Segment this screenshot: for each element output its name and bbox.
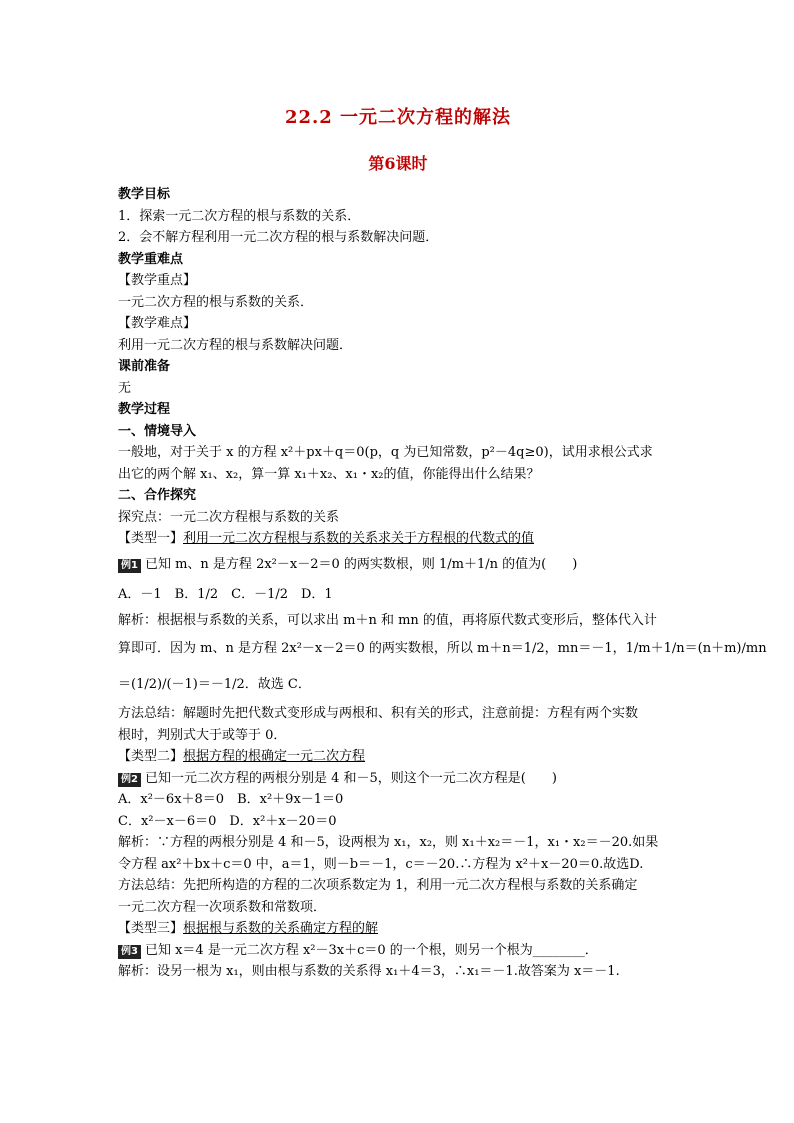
example1-analysis-1: 解析：根据根与系数的关系，可以求出 m＋n 和 mn 的值，再将原代数式变形后，整体代入计 [118,612,657,628]
type2-row [118,746,678,768]
explore-point: 探究点：一元二次方程根与系数的关系 [118,509,340,525]
key-points-heading: 教学重难点 [118,251,184,267]
intro-line-1: 一般地，对于关于 x 的方程 x²＋px＋q＝0(p，q 为已知常数，p²－4q≥0)，试用求根公式求 [118,445,653,460]
example1-question-row [118,550,678,580]
example3-question-row [118,940,678,962]
type2-label: 【类型二】 [118,749,184,764]
objectives-heading: 教学目标 [118,187,171,202]
type3-label: 【类型三】 [118,921,184,936]
example1-analysis-3: ＝(1/2)/(－1)＝－1/2．故选 C． [118,677,311,692]
example2-options-2: C．x²－x－6＝0 D．x²＋x－20＝0 [118,813,337,829]
example2-analysis-2: 令方程 ax²＋bx＋c＝0 中，a＝1，则－b＝－1，c＝－20.∴方程为 x²＋x－20＝0.故选D. [118,856,644,872]
type1-label: 【类型一】 [118,531,184,546]
example2-question-row [118,768,678,790]
type1-text: 利用一元二次方程根与系数的关系求关于方程根的代数式的值 [183,531,535,546]
difficulty-text: 利用一元二次方程的根与系数解决问题． [118,337,353,353]
example3-question: 已知 x＝4 是一元二次方程 x²－3x＋c＝0 的一个根，则另一个根为________． [144,942,598,958]
example2-question: 已知一元二次方程的两根分别是 4 和－5，则这个一元二次方程是( ) [144,770,557,786]
intro-line-2: 出它的两个解 x₁、x₂，算一算 x₁＋x₂、x₁・x₂的值，你能得出什么结果？ [118,466,540,482]
example1-summary-2: 根时，判别式大于或等于 0． [118,727,287,743]
type3-text: 根据根与系数的关系确定方程的解 [183,921,379,936]
example1-analysis-2: 算即可．因为 m、n 是方程 2x²－x－2＝0 的两实数根，所以 m＋n＝1/2，mn＝－1，1/m＋1/n＝(n＋m)/mn [118,641,767,656]
example2-options-1: A．x²－6x＋8＝0 B．x²＋9x－1＝0 [118,792,344,807]
focus-label: 【教学重点】 [118,273,197,288]
page-title: 22.2 一元二次方程的解法 [284,107,512,128]
preparation-text: 无 [118,380,132,396]
example1-options: A．－1 B．1/2 C．－1/2 D．1 [118,586,333,602]
example1-badge: 例1 [118,559,141,573]
type2-text: 根据方程的根确定一元二次方程 [183,749,366,764]
example3-badge: 例3 [118,945,141,959]
focus-text: 一元二次方程的根与系数的关系． [118,294,314,310]
type1-row [118,528,678,550]
difficulty-label: 【教学难点】 [118,316,197,331]
example2-summary-2: 一元二次方程一次项系数和常数项． [118,899,327,915]
section2-heading: 二、合作探究 [118,488,197,503]
example3-analysis: 解析：设另一根为 x₁，则由根与系数的关系得 x₁＋4＝3，∴x₁＝－1.故答案为 x＝－1. [118,964,620,979]
example2-analysis-1: 解析：∵方程的两根分别是 4 和－5，设两根为 x₁，x₂，则 x₁＋x₂＝－1，x₁・x₂＝－20.如果 [118,835,659,850]
document-content [118,106,767,983]
type3-row [118,918,678,940]
preparation-heading: 课前准备 [118,359,171,374]
example2-summary-1: 方法总结：先把所构造的方程的二次项系数定为 1，利用一元二次方程根与系数的关系确定 [118,878,638,893]
objective-item: 2．会不解方程利用一元二次方程的根与系数解决问题． [118,230,439,245]
example1-question: 已知 m、n 是方程 2x²－x－2＝0 的两实数根，则 1/m＋1/n 的值为( ) [144,556,578,572]
lesson-subtitle: 第6课时 [368,154,428,173]
section1-heading: 一、情境导入 [118,423,197,439]
process-heading: 教学过程 [118,402,171,417]
objective-item: 1．探索一元二次方程的根与系数的关系． [118,208,361,224]
example1-summary-1: 方法总结：解题时先把代数式变形成与两根和、积有关的形式，注意前提：方程有两个实数 [118,706,639,721]
example2-badge: 例2 [118,773,141,787]
